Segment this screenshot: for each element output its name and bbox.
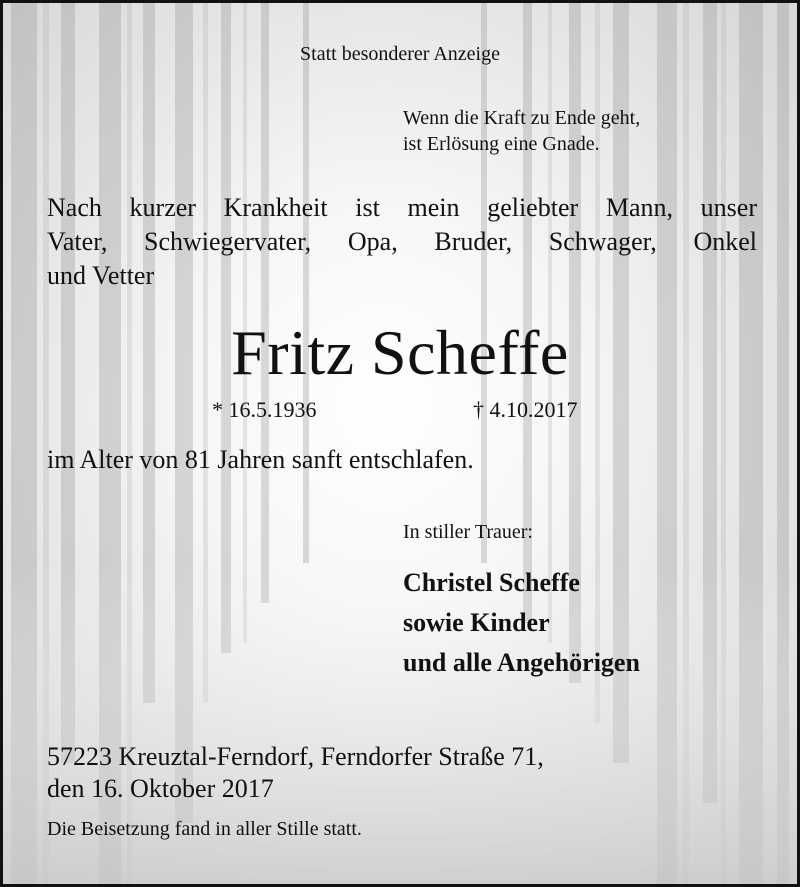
mourner-line: sowie Kinder <box>403 608 550 637</box>
date-line: den 16. Oktober 2017 <box>47 774 274 803</box>
birth-date: * 16.5.1936 <box>212 397 317 422</box>
notice-header: Statt besonderer Anzeige <box>300 43 500 65</box>
mourner-line: und alle Angehörigen <box>403 648 640 677</box>
mourners-list <box>403 563 640 683</box>
intro-line: Nach kurzer Krankheit ist mein geliebter Mann, unser <box>47 193 757 222</box>
deceased-name: Fritz Scheffe <box>231 317 569 388</box>
mourning-label: In stiller Trauer: <box>403 521 533 543</box>
quote-line: ist Erlösung eine Gnade. <box>403 133 600 155</box>
intro-line: und Vetter <box>47 261 155 290</box>
age-text: im Alter von 81 Jahren sanft entschlafen. <box>47 445 474 474</box>
burial-note: Die Beisetzung fand in aller Stille statt. <box>47 818 362 840</box>
quote <box>403 105 640 157</box>
mourner-line: Christel Scheffe <box>403 568 580 597</box>
address-line: 57223 Kreuztal-Ferndorf, Ferndorfer Straße 71, <box>47 742 544 771</box>
address-block <box>47 741 544 805</box>
death-date: † 4.10.2017 <box>473 397 578 422</box>
intro-text <box>47 191 757 293</box>
intro-line: Vater, Schwiegervater, Opa, Bruder, Schwager, Onkel <box>47 227 757 256</box>
quote-line: Wenn die Kraft zu Ende geht, <box>403 107 641 129</box>
